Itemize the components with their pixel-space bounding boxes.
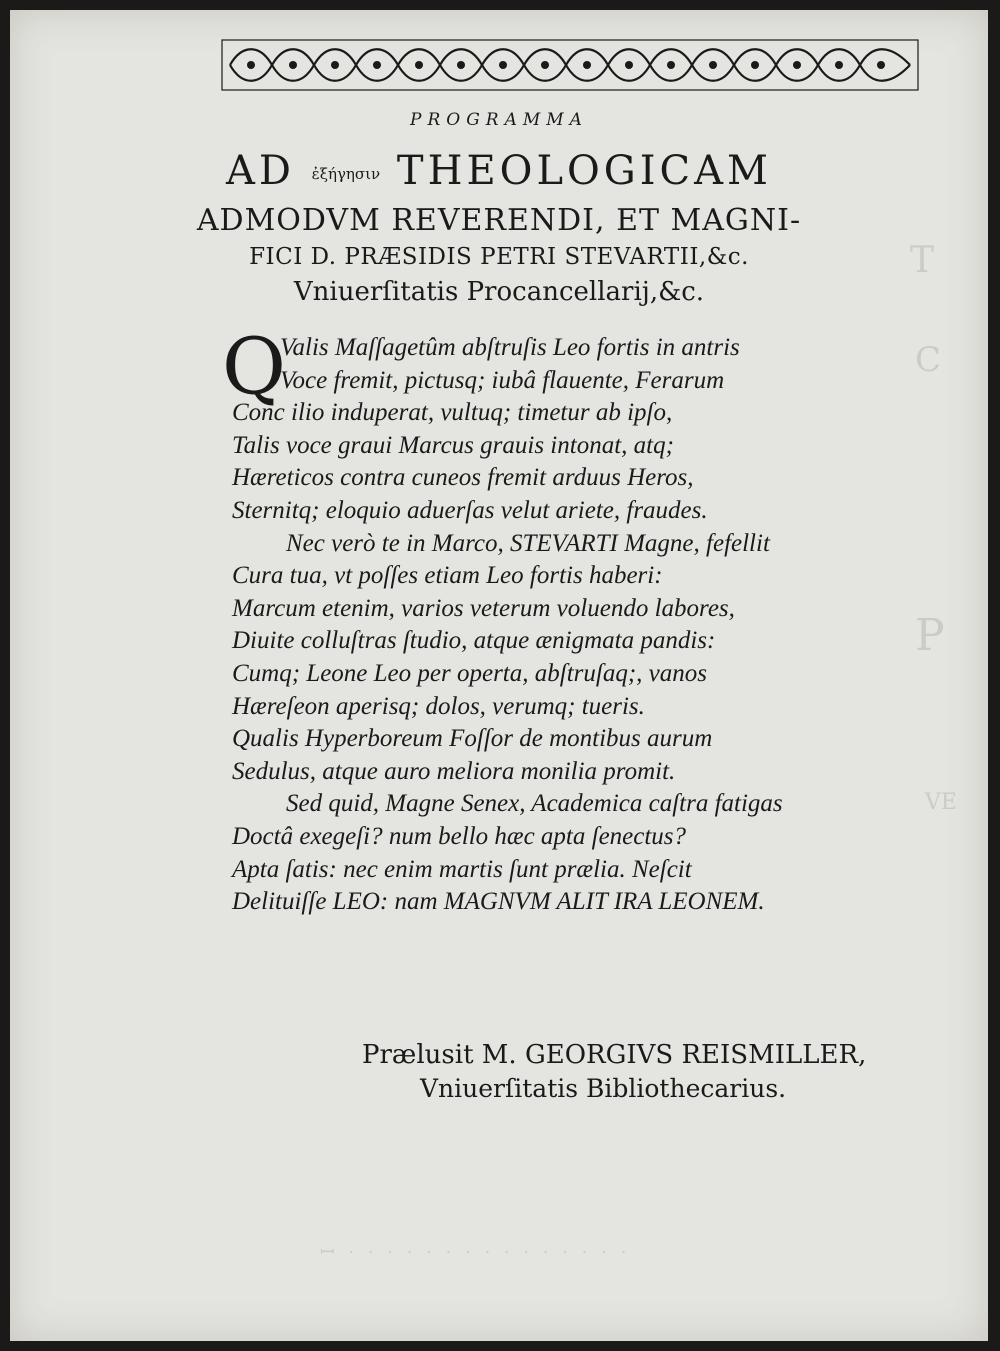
poem-line: Cumq; Leone Leo per operta, abſtruſaq;, vanos <box>232 659 707 687</box>
poem-line: Cura tua, vt poſſes etiam Leo fortis haberi: <box>232 562 663 590</box>
poem-line: Diuite colluſtras ſtudio, atque ænigmata pandis: <box>232 627 716 655</box>
title-line-2: ADMODVM REVERENDI, ET MAGNI- <box>196 203 802 238</box>
poem-line: Talis voce graui Marcus grauis intonat, atq; <box>232 431 674 459</box>
poem-line: Apta ſatis: nec enim martis ſunt prælia. Neſcit <box>232 855 692 883</box>
poem-line: Sedulus, atque auro meliora monilia promit. <box>232 757 676 785</box>
poem-line: Qualis Hyperboreum Foſſor de montibus aurum <box>232 725 713 753</box>
poem-line: Doctâ exegeſi? num bello hæc apta ſenectus? <box>232 822 687 850</box>
poem-line: Marcum etenim, varios veterum voluendo labores, <box>232 594 735 622</box>
poem-line: Conc ilio induperat, vultuq; timetur ab ipſo, <box>232 399 673 427</box>
poem-line: Delituiſſe LEO: nam MAGNVM ALIT IRA LEONEM. <box>232 888 765 916</box>
title-line-3: FICI D. PRÆSIDIS PETRI STEVARTII,&c. <box>249 244 749 270</box>
signature-line-2: Vniuerſitatis Bibliothecarius. <box>420 1074 787 1103</box>
show-through-mark: P <box>915 610 945 661</box>
poem-line: Valis Maſſagetûm abſtruſis Leo fortis in antris <box>280 334 740 361</box>
poem-line: Hæreticos contra cuneos fremit arduus Heros, <box>232 464 694 492</box>
poem <box>222 322 932 919</box>
show-through-mark: VE <box>925 790 957 815</box>
poem-line: Hæreſeon aperisq; dolos, verumq; tueris. <box>232 692 645 720</box>
signature-line-1: Prælusit M. GEORGIVS REISMILLER, <box>362 1040 867 1070</box>
title-line-4: Vniuerſitatis Procancellarij,&c. <box>293 277 705 307</box>
head-ornament <box>220 36 920 94</box>
title-line-1 <box>10 148 988 194</box>
show-through-mark: C <box>915 340 942 380</box>
program-label: PROGRAMMA <box>410 110 588 130</box>
title-rest: THEOLOGICAM <box>396 148 773 194</box>
title-greek: ἐξήγησιν <box>311 165 381 183</box>
show-through-mark: ꟷ · · · · · · · · · · · · · · · <box>320 1242 631 1263</box>
poem-line: Nec verò te in Marco, STEVARTI Magne, fefellit <box>286 529 770 557</box>
drop-cap: Q <box>222 322 286 412</box>
show-through-mark: T <box>910 240 935 281</box>
poem-line: Voce fremit, pictusq; iubâ flauente, Ferarum <box>280 366 725 394</box>
poem-line: Sed quid, Magne Senex, Academica caſtra fatigas <box>286 790 783 818</box>
document-page <box>10 10 988 1341</box>
title-lead: AD <box>225 148 295 194</box>
poem-line: Sternitq; eloquio aduerſas velut ariete, fraudes. <box>232 496 708 524</box>
